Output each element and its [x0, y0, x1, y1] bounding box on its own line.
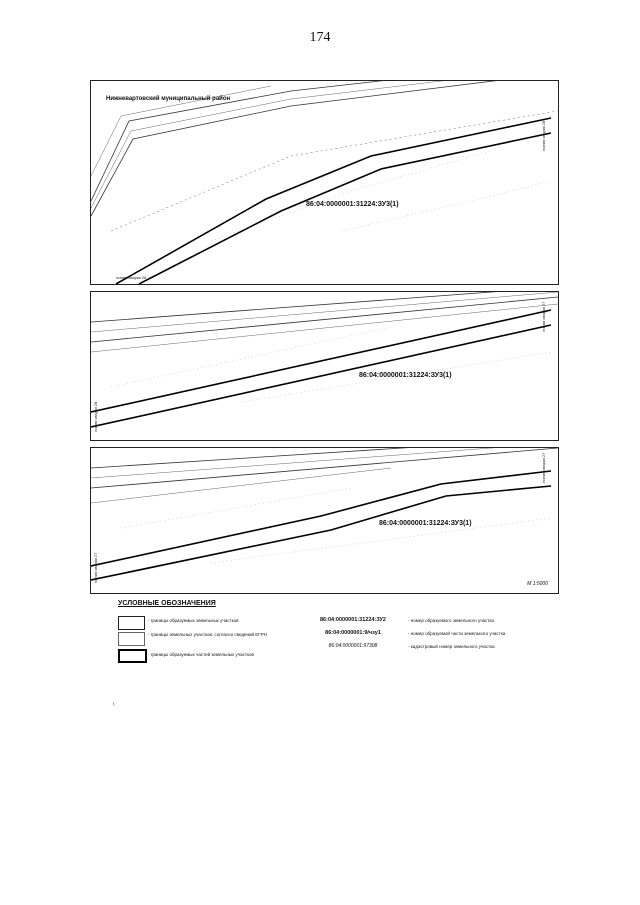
stray-mark: \: [113, 702, 115, 708]
legend-text: - границы земельных участков, согласно сведений ЕГРН: [148, 632, 267, 637]
edge-label-right: линия сварки 27: [541, 301, 546, 332]
legend-code: 86:04:0000001:31224:ЗУ2: [320, 617, 386, 623]
legend: [118, 600, 558, 660]
swatch-parcel-part: [118, 649, 147, 663]
legend-title: УСЛОВНЫЕ ОБОЗНАЧЕНИЯ: [118, 600, 216, 607]
scale-label: М 1:5000: [527, 581, 548, 587]
legend-desc: - кадастровый номер земельного участка: [408, 644, 495, 649]
legend-text: - границы образуемых земельных участков: [148, 618, 239, 623]
map-drawing-3: [91, 448, 558, 593]
swatch-egrn-parcel: [118, 632, 145, 646]
map-drawing-1: [91, 81, 558, 284]
legend-text: - границы образуемых частей земельных участков: [148, 652, 254, 657]
edge-label-left: линия сварки 27: [93, 552, 98, 583]
map-panel-1: [90, 80, 559, 285]
legend-desc: - номер образуемой части земельного участка: [408, 631, 506, 636]
edge-label-right: линия сварки 27: [541, 452, 546, 483]
swatch-formed-parcel: [118, 616, 145, 630]
edge-label-right: линия сварки 28: [541, 120, 546, 151]
map-panel-2: [90, 291, 559, 441]
edge-label-bottom: линия сварки 28: [116, 275, 147, 280]
parcel-label: 86:04:0000001:31224:ЗУ3(1): [379, 520, 472, 527]
parcel-label: 86:04:0000001:31224:ЗУ3(1): [306, 201, 399, 208]
edge-label-left: линия сварки 28: [93, 401, 98, 432]
map-panel-3: [90, 447, 559, 594]
parcel-label: 86:04:0000001:31224:ЗУ3(1): [359, 372, 452, 379]
map-drawing-2: [91, 292, 558, 440]
legend-desc: - номер образуемого земельного участка: [408, 618, 494, 623]
region-title: Нижневартовский муниципальный район: [106, 96, 231, 102]
legend-code: 86:04:0000001:97308: [328, 643, 378, 649]
legend-code: 86:04:0000001:9/чзу1: [325, 630, 381, 636]
page-number: 174: [309, 30, 331, 45]
